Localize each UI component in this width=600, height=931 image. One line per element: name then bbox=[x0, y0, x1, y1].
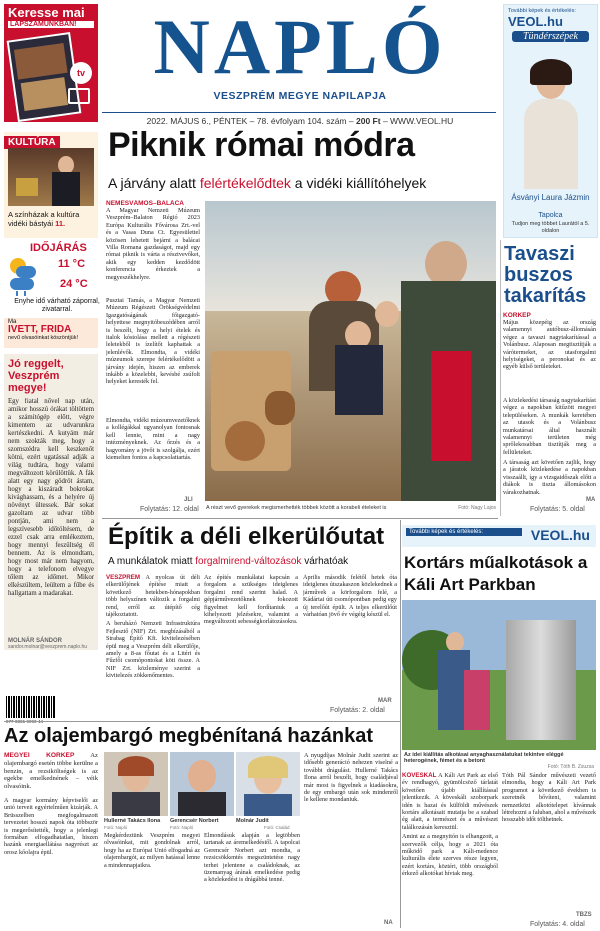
person-2-credit: Fotó: Napló bbox=[170, 825, 194, 830]
oil-kicker: MEGYEI KÖRKÉP bbox=[4, 752, 75, 759]
kali-body-3: Tóth Pál Sándor művészeti vezető elmondta, hogy a Káli Art Park programot a következő években is szeretnék bővíteni, valamint nemzetközi alkotótelepet kívánnak létrehozni a faluban, ahol a művészek hosszabb időt tölthetnek. bbox=[502, 772, 596, 824]
masthead bbox=[102, 0, 498, 126]
culture-teaser-text: A színházak a kultúra vidéki bástyái bbox=[8, 210, 80, 228]
oil-body-2: Megkérdeztünk Veszprém megyei olvasóinkat, mit gondolnak arról, hogy ha az Európai Unió elfogadná az olajembargót, az milyen hatással lenne a mindennapjaikra. bbox=[104, 832, 200, 869]
lead-photo bbox=[205, 201, 496, 501]
lead-subtitle bbox=[108, 175, 498, 191]
promo-right-site[interactable]: VEOL.hu bbox=[508, 14, 563, 29]
masthead-subtitle: VESZPRÉM MEGYE NAPILAPJA bbox=[213, 90, 387, 102]
weather-high: 24 °C bbox=[60, 278, 88, 290]
kali-kicker-2: KÖVESKÁL bbox=[402, 772, 437, 779]
dateline-price: 200 Ft bbox=[355, 116, 381, 126]
kali-title[interactable]: Kortárs műalkotások a Káli Art Parkban bbox=[404, 553, 588, 594]
bypass-col-3 bbox=[303, 574, 397, 704]
dateline-date: 2022. MÁJUS 6., PÉNTEK – 78. évfolyam 104. szám – bbox=[146, 116, 354, 126]
spring-body: Május közepéig az ország valamennyi autóbusz-állomásán végez a tavaszi nagytakarítással a Volánbusz. Alaposan megtisztítják a várótermeket, az utasforgalmi helyiségeket, a peronokat és az egyéb külső területeket. bbox=[503, 319, 596, 371]
oil-lead: Az olajembargó esetén többe kerülne a benzin, a rezsiköltségek is az egekbe emelkednének – véik olvasóink. bbox=[4, 752, 98, 791]
model-town: Tapolca bbox=[538, 212, 563, 219]
rain-cloud-icon bbox=[10, 278, 36, 296]
weather-box bbox=[4, 242, 98, 312]
nameday-kicker: Ma bbox=[8, 319, 17, 325]
person-1-name: Hullerné Takács Ilona bbox=[104, 818, 161, 824]
kali-photo bbox=[402, 600, 596, 750]
weather-text: Enyhe idő várható záporral, zivatarral. bbox=[14, 298, 100, 313]
oil-col-4 bbox=[304, 752, 398, 920]
spring-text bbox=[503, 312, 596, 504]
spring-kicker: KÖRKÉP bbox=[503, 312, 531, 319]
promo-left[interactable] bbox=[4, 4, 98, 122]
culture-teaser bbox=[8, 210, 94, 228]
bypass-subtitle-post: várhatóak bbox=[301, 556, 349, 567]
spring-body-3: A társaság azt követően zajlik, hogy a járatok közlekedése a napokban visszaállt, így a vizsgaidőszak előtt a diákok is tiszta állomásokon várakozhatnak. bbox=[503, 459, 596, 496]
culture-page: 11. bbox=[55, 219, 66, 228]
oil-col-3 bbox=[204, 832, 300, 928]
divider bbox=[102, 518, 498, 519]
dateline bbox=[102, 116, 498, 126]
lead-continue[interactable]: Folytatás: 12. oldal bbox=[140, 506, 199, 513]
oil-col-2 bbox=[104, 832, 200, 928]
bypass-body-3: Az építés munkálatai kapcsán a forgalom a szükséges ideiglenes forgalmi rend szerint halad. A gépjárművezetőknek fokozott figyelmet kell fordítaniuk a kihelyezett jelzésekre, valamint a megváltozott sebességkorlátozásokra. bbox=[204, 574, 298, 626]
bypass-subtitle bbox=[108, 556, 400, 567]
person-3-credit: Fotó: Család bbox=[264, 825, 290, 830]
spring-title[interactable]: Tavaszi buszos takarítás bbox=[504, 243, 587, 307]
spring-continue[interactable]: Folytatás: 5. oldal bbox=[530, 506, 585, 513]
column-title: Jó reggelt, Veszprém megye! bbox=[8, 358, 64, 394]
bypass-col-1 bbox=[106, 574, 200, 722]
lead-photo-caption: A részt vevő gyerekek megismerhették többek között a korabeli ételeket is bbox=[206, 505, 387, 511]
weather-label: IDŐJÁRÁS bbox=[30, 242, 87, 254]
promo-right-rubric: Tündérszépek bbox=[512, 31, 589, 42]
lead-kicker: NEMESVÁMOS–BALÁCA bbox=[106, 200, 185, 207]
person-1 bbox=[104, 752, 168, 830]
kali-col-1 bbox=[402, 772, 498, 928]
person-1-credit: Fotó: Napló bbox=[104, 825, 128, 830]
model-photo bbox=[518, 59, 584, 189]
person-3-name: Molnár Judit bbox=[236, 818, 269, 824]
model-name: Ásványi Laura Jázmin bbox=[511, 193, 590, 202]
bypass-col-2 bbox=[204, 574, 298, 722]
masthead-logo: NAPLÓ bbox=[153, 3, 447, 90]
bypass-subtitle-highlight: forgalmirend-változások bbox=[195, 556, 302, 567]
tv-icon bbox=[68, 88, 90, 104]
lead-title[interactable]: Piknik római módra bbox=[108, 126, 415, 164]
nameday-name: IVETT, FRIDA bbox=[8, 324, 72, 335]
oil-body: A magyar kormány képviselői az unió terveit egyértelműen kizárják. A Brüsszelben megfogalmazott tervezetet hosszú napok óta többször is megerősítették, hogy a jelenlegi formában elfogadhatatlan, hiszen hazánk energiaellátása nagyrészt az orosz kőolajra épül. bbox=[4, 796, 98, 856]
kali-body-2: Amint az a megnyitón is elhangzott, a szervezők célja, hogy a 2021 óta működő park a Káli-medence kulturális élete szerves része legyen, ezért kortárs, köztéri, több országból érkező alkotókat hívtak meg. bbox=[402, 833, 498, 878]
lead-body-3: Elmondta, vidéki múzeumvezetőknek a kollégákkal ugyanolyan fontosnak kell lennie, mint a nagy intézményeknek. Az őrzés és a hagyomány a jövőt is szolgálja, ezért kiemelten fontos a kapcsolattartás. bbox=[106, 417, 200, 462]
bypass-body-2: A beruházó Nemzeti Infrastruktúra Fejlesztő (NIF) Zrt. megbízásából a Strabag Építő Kft. kivitelezésében épül meg a Veszprém déli elkerülője, amely a 8-as főutat és a Litéri és Fűzfői csomópontokat köti össze. A NIF Zrt. közleménye szerint a kivitelezés zökkenőmentes. bbox=[106, 620, 200, 680]
kali-photo-credit: Fotó: Tóth B. Zsuzsa bbox=[547, 764, 594, 770]
lead-photo-credit: Fotó: Nagy Lajos bbox=[458, 505, 496, 511]
divider bbox=[500, 240, 501, 516]
divider bbox=[102, 112, 496, 113]
spring-body-2: A közlekedési társaság nagytakarítást végez a napokban kitűzött megyei településeken. A munkák keretében az utasok és a Volánbusz munkatársai által használt valamennyi területen még sprőlekosabban tisztítják meg a fellületeket. bbox=[503, 397, 596, 456]
oil-body-3: Elmondásuk alapján a legtöbben tartanak az áremelkedéstől. A tapolcai Gerencsér Norbert azt mondta, a rezsicsökkentés megszüntetése nagy terhet jelentene a családoknak, az üzemanyag árának emelkedése pedig a közlekedést is drágábbá tenné. bbox=[204, 832, 300, 884]
promo-right[interactable] bbox=[503, 4, 598, 238]
weather-low: 11 °C bbox=[58, 258, 86, 270]
kali-author: TBZS bbox=[576, 912, 592, 918]
oil-lead-box bbox=[4, 752, 98, 928]
bypass-kicker: VESZPRÉM bbox=[106, 574, 141, 581]
kali-photo-caption: Az idei kiállítás alkotásai anyaghasználatukat tekintve eléggé heterogének, fémet és a betont bbox=[404, 752, 564, 764]
lead-text bbox=[106, 200, 200, 516]
oil-title[interactable]: Az olajembargó megbénítaná hazánkat bbox=[4, 725, 373, 747]
nameday-text: nevű olvasóinkat köszöntjük! bbox=[8, 335, 79, 341]
person-2-name: Gerencsér Norbert bbox=[170, 818, 219, 824]
lead-subtitle-post: a vidéki kiállítóhelyek bbox=[290, 175, 427, 191]
person-2 bbox=[170, 752, 234, 830]
bypass-continue[interactable]: Folytatás: 2. oldal bbox=[330, 707, 385, 714]
bypass-body-4: Április második felétől hetek óta ideiglenes útszakaszon közlekednek a járművek a körforgalom felé, a Kádártai úti csomópontban pedig egy új terelőút épült. A teljes elkerülőút várhatóan jövő év végéig készül el. bbox=[303, 574, 397, 619]
kali-kicker: További képek és értékelés: bbox=[406, 528, 522, 536]
promo-left-subtitle: LAPSZÁMUNKBAN! bbox=[8, 21, 94, 28]
bypass-title[interactable]: Építik a déli elkerülőutat bbox=[108, 523, 385, 550]
lead-author: JLI bbox=[184, 497, 193, 503]
oil-body-4: A nyugdíjas Molnár Judit szerint az idősebb generáció nehezen viselné a további drágulást. Hullerné Takács Ilona arról beszélt, hogy családjával már most is figyelnek a kiadásokra, de egy embargó után sok mindenről le kellene mondaniuk. bbox=[304, 752, 398, 804]
nameday-box bbox=[4, 318, 98, 348]
kali-continue[interactable]: Folytatás: 4. oldal bbox=[530, 921, 585, 928]
bypass-subtitle-pre: A munkálatok miatt bbox=[108, 556, 196, 567]
bypass-body: A nyolcas út déli elkerülőjének építése miatt a következő hetekben-hónapokban több helyszínen változik a forgalmi rend, erről az útépítő cég tájékoztatott. bbox=[106, 574, 200, 619]
sun-cloud-icon bbox=[6, 256, 36, 280]
model-line: Tudjon meg többet Laurától a 5. oldalon bbox=[511, 221, 590, 234]
divider bbox=[400, 520, 401, 928]
culture-photo bbox=[8, 148, 94, 206]
culture-label: KULTÚRA bbox=[4, 136, 60, 149]
lead-body-2: Pusztai Tamás, a Magyar Nemzeti Múzeum Régészeti Örökségvédelmi Igazgatóságának főigazgató-helyettese megnyitóbeszédében arról is beszélt, hogy a helyi ételek és italok kóstolása mellett a régészeti leletekből is ízelítőt kaphattak a jelenlévők. Elmondta, a vidéki múzeumok szerepe felértékelődött a járvány idején, hiszen az emberek inkább a közelebbi, kevésbé zsúfolt helyeket keresték fel. bbox=[106, 297, 200, 386]
tv-badge: tv bbox=[70, 62, 92, 84]
lead-subtitle-highlight: felértékelődtek bbox=[199, 175, 291, 191]
kali-col-2 bbox=[502, 772, 596, 912]
divider bbox=[4, 721, 400, 722]
oil-author: NA bbox=[384, 920, 393, 926]
column-email[interactable]: sandor.molnar@veszprem.naplo.hu bbox=[8, 644, 88, 650]
promo-right-kicker: További képek és értékelés: bbox=[508, 8, 576, 14]
barcode bbox=[6, 696, 56, 718]
lead-body: A Magyar Nemzeti Múzeum Veszprém–Balaton Régió 2023 Európa Kulturális Fővárosa Zrt.-vel és a Vasas Duna Ct. Egyesülettel közösen lehetett bejárni a balácai Villa Romana gazdaságot, majd egy római piknik is várta a résztvevőket, akik egy kedden kezdődött konferencia érkeztek a megyeszékhelyre. bbox=[106, 207, 200, 281]
morning-column bbox=[4, 354, 98, 650]
column-body: Egy fiatal nővel nap után, amikor hosszú órákat töltöttem a számítógép előtt, végre kimentem az udvarunkra kertészkedni. A kutyám már nem szokták meg, hogy a szomszédra kell keszkenőt kötni, ezért ugatással adják a világ tudtára, hogy valami megváltozott körülöttük. A fák alatt egy nagy gödröt ástam, hogy a kiszáradt bokrokat kivághassam, és a helyére új növényt ültessek. Bár sokat gazoltam az udvar több pontján, ami nem a legszívesebb időtöltésem, de ezzel csak arra emlékeztem, hogy mennyi feszültség él bennem. Az is elmondtam, hogy most már nem hagyom, hogy a telefonom elvegye tőlem az időmet. Mikor elkészültem, leültem a fűbe és hallgattam a madarakat. bbox=[8, 398, 94, 597]
kali-banner[interactable] bbox=[402, 525, 596, 547]
person-3 bbox=[236, 752, 300, 830]
lead-subtitle-pre: A járvány alatt bbox=[108, 175, 200, 191]
column-author: MOLNÁR SÁNDOR bbox=[8, 638, 62, 644]
kali-site[interactable]: VEOL.hu bbox=[530, 527, 590, 543]
kali-body: A Káli Art Park az első év rendhagyó, gyümölcsöző tárlatát követően újabb kiállítással jelentkezik. A köveskáli szoborpark idén is hazai és külföldi művészek kortárs alkotásait mutatja be a szabad ég alatt, a természet és a művészet találkozásán keresztül. bbox=[402, 772, 498, 831]
dateline-website[interactable]: – WWW.VEOL.HU bbox=[382, 116, 454, 126]
promo-left-title: Keresse mai bbox=[8, 5, 85, 20]
culture-box[interactable] bbox=[4, 132, 98, 238]
bypass-author: MAR bbox=[378, 698, 392, 704]
spring-author: MA bbox=[586, 497, 596, 503]
